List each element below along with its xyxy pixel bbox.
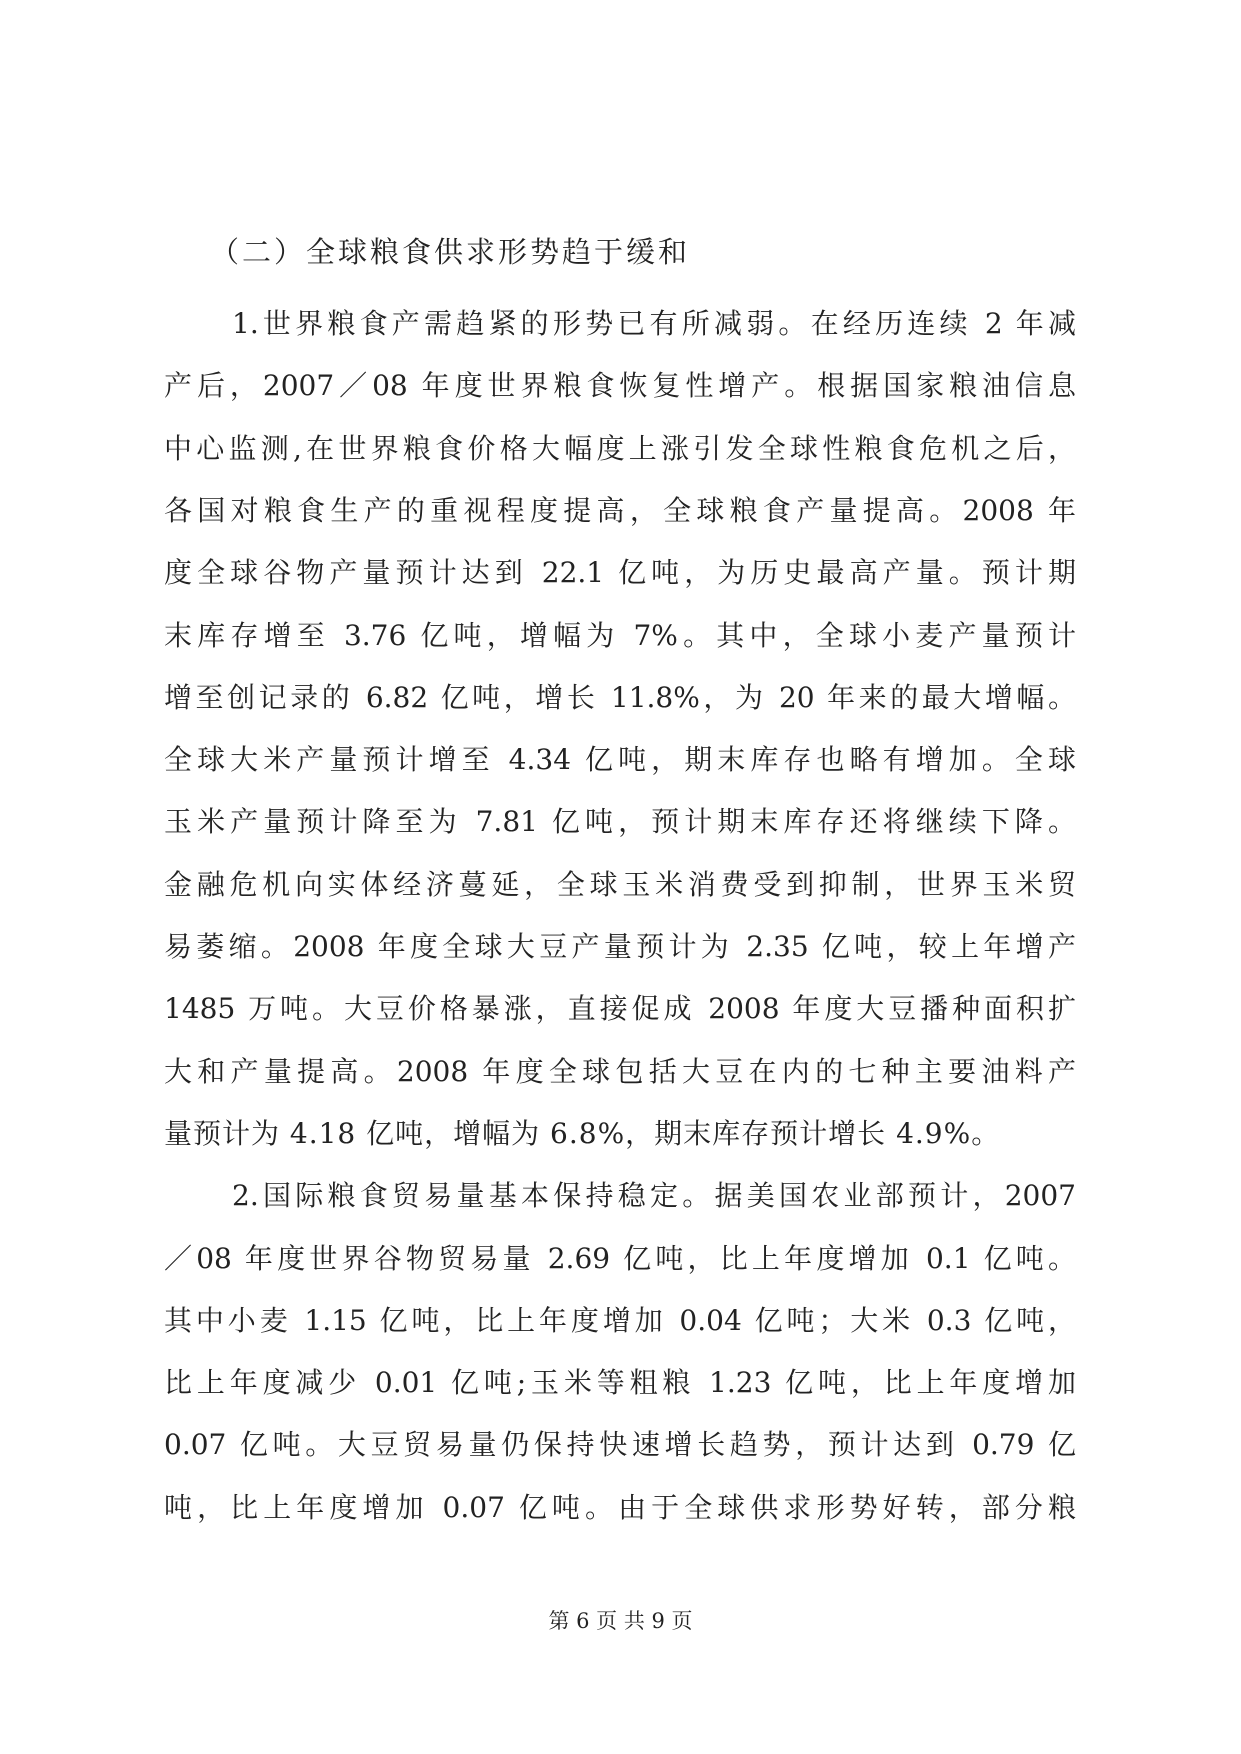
text-line: 吨，比上年度增加 0.07 亿吨。由于全球供求形势好转，部分粮 xyxy=(164,1490,1076,1524)
text-line: 度全球谷物产量预计达到 22.1 亿吨，为历史最高产量。预计期 xyxy=(164,556,1076,590)
text-line: 1.世界粮食产需趋紧的形势已有所减弱。在经历连续 2 年减 xyxy=(232,307,1076,340)
text-line: 产后，2007／08 年度世界粮食恢复性增产。根据国家粮油信息 xyxy=(164,369,1076,403)
text-line: 全球大米产量预计增至 4.34 亿吨，期末库存也略有增加。全球 xyxy=(164,743,1076,777)
text-line: 大和产量提高。2008 年度全球包括大豆在内的七种主要油料产 xyxy=(164,1054,1076,1088)
text-line: 金融危机向实体经济蔓延，全球玉米消费受到抑制，世界玉米贸 xyxy=(164,867,1076,901)
text-line: 比上年度减少 0.01 亿吨;玉米等粗粮 1.23 亿吨，比上年度增加 xyxy=(164,1366,1076,1400)
text-line: 2.国际粮食贸易量基本保持稳定。据美国农业部预计，2007 xyxy=(232,1179,1076,1213)
page-footer: 第 6 页 共 9 页 xyxy=(548,1609,693,1633)
text-line: 玉米产量预计降至为 7.81 亿吨，预计期末库存还将继续下降。 xyxy=(164,805,1076,839)
text-line: 末库存增至 3.76 亿吨，增幅为 7%。其中，全球小麦产量预计 xyxy=(164,618,1076,652)
text-line: 中心监测,在世界粮食价格大幅度上涨引发全球性粮食危机之后， xyxy=(164,431,1076,465)
text-line: ／08 年度世界谷物贸易量 2.69 亿吨，比上年度增加 0.1 亿吨。 xyxy=(164,1241,1076,1275)
text-line: 增至创记录的 6.82 亿吨，增长 11.8%，为 20 年来的最大增幅。 xyxy=(164,680,1076,714)
text-line: 0.07 亿吨。大豆贸易量仍保持快速增长趋势，预计达到 0.79 亿 xyxy=(164,1428,1076,1462)
text-line: 量预计为 4.18 亿吨，增幅为 6.8%，期末库存预计增长 4.9%。 xyxy=(164,1116,1001,1150)
section-heading: （二）全球粮食供求形势趋于缓和 xyxy=(210,235,691,269)
text-line: 其中小麦 1.15 亿吨，比上年度增加 0.04 亿吨；大米 0.3 亿吨， xyxy=(164,1303,1076,1337)
text-line: 1485 万吨。大豆价格暴涨，直接促成 2008 年度大豆播种面积扩 xyxy=(164,992,1076,1026)
text-line: 易萎缩。2008 年度全球大豆产量预计为 2.35 亿吨，较上年增产 xyxy=(164,930,1076,963)
text-line: 各国对粮食生产的重视程度提高，全球粮食产量提高。2008 年 xyxy=(164,493,1076,527)
